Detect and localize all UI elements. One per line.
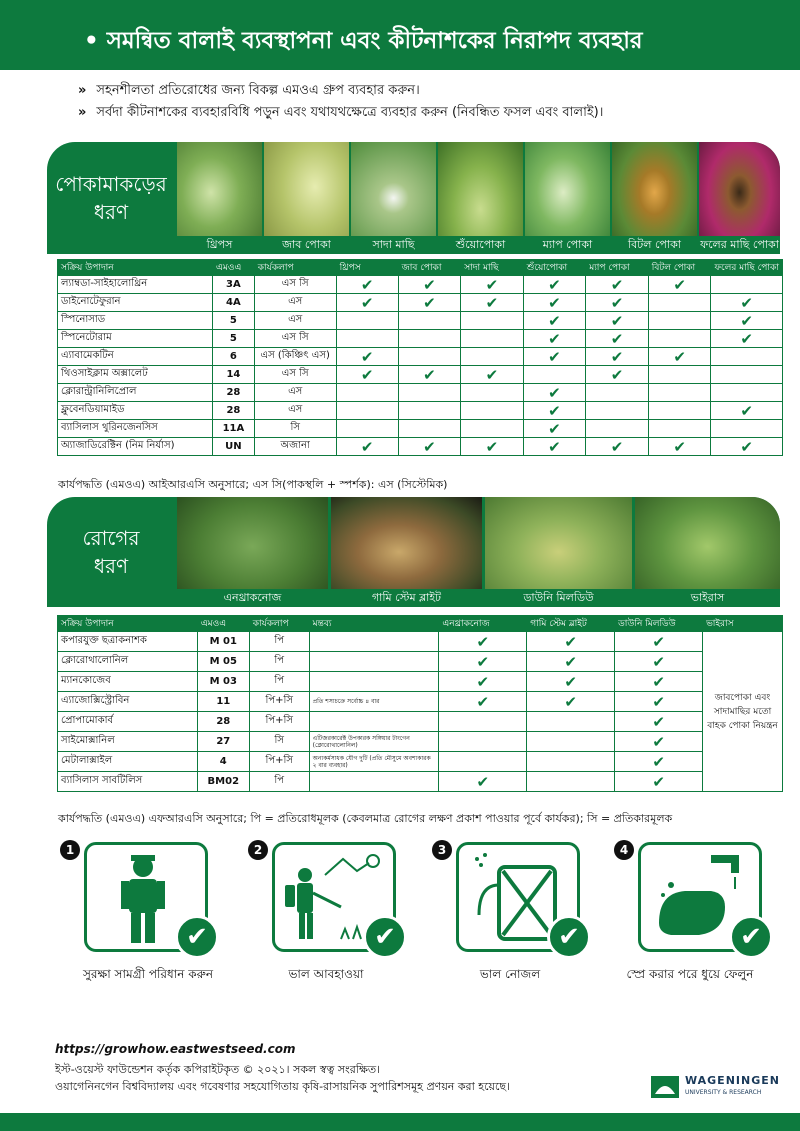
tick-cell	[461, 402, 523, 420]
tick-cell	[336, 438, 398, 456]
check-icon: ✔	[652, 752, 665, 771]
remark: প্রতি শস্যচক্রে সর্বোচ্চ ৪ বার	[309, 692, 439, 712]
tick-cell	[615, 712, 703, 732]
tick-cell	[398, 402, 461, 420]
check-icon: ✔	[175, 915, 219, 959]
tick-cell	[439, 632, 527, 652]
table-row	[58, 402, 783, 420]
check-icon: ✔	[564, 652, 577, 671]
remark: অন্যকর্মসাধক যৌগ দুটি (প্রতি মৌসুমে অবশ্যকারক ২ বার ব্যবহার)	[309, 752, 439, 772]
moa-code: M 05	[197, 652, 249, 672]
check-icon: ✔	[652, 652, 665, 671]
moa-code: 11A	[213, 420, 255, 438]
activity: এস (কিঞ্চিৎ এস)	[254, 348, 336, 366]
disease-table	[57, 615, 783, 792]
tick-cell	[648, 348, 711, 366]
tick-cell	[615, 772, 703, 792]
tick-cell	[648, 384, 711, 402]
tick-cell	[615, 692, 703, 712]
check-icon: ✔	[610, 311, 624, 330]
tick-cell	[711, 420, 783, 438]
tick-cell	[527, 632, 615, 652]
check-icon: ✔	[740, 293, 753, 312]
moa-code: BM02	[197, 772, 249, 792]
tick-cell	[461, 420, 523, 438]
check-icon: ✔	[360, 365, 374, 384]
disease-photo-band	[47, 497, 780, 607]
moa-code: 28	[197, 712, 249, 732]
check-icon: ✔	[423, 275, 436, 294]
table-row	[58, 712, 783, 732]
tick-cell	[711, 366, 783, 384]
remark	[309, 652, 439, 672]
step-number: 2	[248, 840, 268, 860]
active-ingredient: প্রোপামোকার্ব	[58, 712, 198, 732]
activity: পি+সি	[249, 752, 309, 772]
tick-cell	[586, 294, 649, 312]
disease-moa-note: কার্যপদ্ধতি (এমওএ) এফআরএসি অনুসারে; পি = প্রতিরোধমূলক (কেবলমাত্র রোগের লক্ষণ প্রকাশ পাওয়ার পূর্বে কার্যকর); সি = প্রতিকারমূলক	[58, 812, 673, 825]
tick-cell	[336, 348, 398, 366]
activity: অজানা	[254, 438, 336, 456]
moa-code: 6	[213, 348, 255, 366]
caterpillar-photo: শুঁয়োপোকা	[438, 142, 523, 254]
tick-cell	[461, 438, 523, 456]
check-icon: ✔	[652, 692, 665, 711]
tick-cell	[586, 402, 649, 420]
tick-cell	[527, 692, 615, 712]
check-icon: ✔	[476, 632, 490, 651]
activity: পি	[249, 772, 309, 792]
aphid-photo: জাব পোকা	[264, 142, 349, 254]
tick-cell	[439, 652, 527, 672]
tick-cell	[711, 348, 783, 366]
tick-cell	[461, 348, 523, 366]
active-ingredient: ডাইনোটেফুরান	[58, 294, 213, 312]
tick-cell	[711, 330, 783, 348]
tick-cell	[527, 732, 615, 752]
activity: পি	[249, 672, 309, 692]
activity: সি	[254, 420, 336, 438]
step-number: 3	[432, 840, 452, 860]
tick-cell	[439, 772, 527, 792]
tick-cell	[527, 772, 615, 792]
active-ingredient: ম্যানকোজেব	[58, 672, 198, 692]
logo-sub: UNIVERSITY & RESEARCH	[685, 1089, 762, 1096]
whitefly-photo: সাদা মাছি	[351, 142, 436, 254]
tick-cell	[336, 276, 398, 294]
check-icon: ✔	[476, 672, 490, 691]
activity: এস	[254, 402, 336, 420]
tick-cell	[711, 312, 783, 330]
check-icon: ✔	[740, 311, 753, 330]
wageningen-logo-icon	[651, 1074, 679, 1100]
tick-cell	[527, 712, 615, 732]
virus-note: জাবপোকা এবং সাদামাছির মতো বাহক পোকা নিয়ন্ত্রন	[703, 632, 783, 792]
tick-cell	[336, 294, 398, 312]
tick-cell	[398, 312, 461, 330]
moa-code: UN	[213, 438, 255, 456]
moa-code: 4	[197, 752, 249, 772]
step-protective-gear	[62, 842, 222, 962]
remark	[309, 712, 439, 732]
check-icon: ✔	[652, 632, 665, 651]
active-ingredient: থিওসাইক্লাম অক্সালেট	[58, 366, 213, 384]
footer-url[interactable]: https://growhow.eastwestseed.com	[55, 1042, 296, 1056]
active-ingredient: অ্যাজাডিরেক্টিন (নিম নির্যাস)	[58, 438, 213, 456]
active-ingredient: মেটালাক্সাইল	[58, 752, 198, 772]
tick-cell	[523, 276, 586, 294]
table-row	[58, 312, 783, 330]
wageningen-logo	[651, 1072, 791, 1102]
active-ingredient: ল্যাম্বডা-সাইহালোথ্রিন	[58, 276, 213, 294]
tick-cell	[439, 672, 527, 692]
tick-cell	[523, 366, 586, 384]
tick-cell	[586, 384, 649, 402]
page-title: • সমন্বিত বালাই ব্যবস্থাপনা এবং কীটনাশকের নিরাপদ ব্যবহার	[0, 0, 800, 70]
activity: পি	[249, 652, 309, 672]
activity: সি	[249, 732, 309, 752]
moa-code: 27	[197, 732, 249, 752]
check-icon: ✔	[652, 712, 665, 731]
check-icon: ✔	[740, 401, 753, 420]
check-icon: ✔	[360, 347, 374, 366]
tick-cell	[648, 438, 711, 456]
step-number: 1	[60, 840, 80, 860]
footer-credit: ওয়াগেনিনগেন বিশ্ববিদ্যালয় এবং গবেষণার সহযোগিতায় কৃষি-রাসায়নিক সুপারিশসমূহ প্রণয়ন করা হয়েছে।	[55, 1080, 510, 1093]
check-icon: ✔	[652, 732, 665, 751]
table-row	[58, 772, 783, 792]
remark	[309, 632, 439, 652]
step-good-nozzle	[434, 842, 594, 962]
check-icon: ✔	[548, 329, 561, 348]
check-icon: ✔	[360, 275, 374, 294]
beetle-photo: বিটল পোকা	[612, 142, 697, 254]
step-4-label: স্প্রে করার পরে ধুয়ে ফেলুন	[626, 967, 754, 981]
activity: পি+সি	[249, 692, 309, 712]
tick-cell	[523, 330, 586, 348]
footer-copyright: ইস্ট-ওয়েস্ট ফাউন্ডেশন কর্তৃক কপিরাইটকৃত © ২০২১। সকল স্বত্ব সংরক্ষিত।	[55, 1063, 381, 1076]
tick-cell	[439, 732, 527, 752]
check-icon: ✔	[547, 915, 591, 959]
check-icon: ✔	[652, 772, 665, 791]
tick-cell	[527, 752, 615, 772]
active-ingredient: স্পিনেটোরাম	[58, 330, 213, 348]
check-icon: ✔	[548, 275, 561, 294]
active-ingredient: স্পিনোসাড	[58, 312, 213, 330]
check-icon: ✔	[652, 672, 665, 691]
active-ingredient: ক্লোরোথালোনিল	[58, 652, 198, 672]
check-icon: ✔	[610, 365, 624, 384]
moa-code: 28	[213, 384, 255, 402]
gummy-stem-blight-photo: গামি স্টেম ব্লাইট	[331, 497, 482, 607]
check-icon: ✔	[740, 329, 753, 348]
pest-table	[57, 259, 783, 456]
tick-cell	[648, 312, 711, 330]
tick-cell	[398, 438, 461, 456]
tick-cell	[439, 692, 527, 712]
tick-cell	[711, 384, 783, 402]
table-row	[58, 752, 783, 772]
activity: এস	[254, 312, 336, 330]
tick-cell	[586, 276, 649, 294]
activity: এস	[254, 294, 336, 312]
tick-cell	[461, 330, 523, 348]
table-row	[58, 294, 783, 312]
table-row	[58, 366, 783, 384]
tick-cell	[398, 384, 461, 402]
check-icon: ✔	[610, 347, 624, 366]
check-icon: ✔	[485, 437, 499, 456]
tick-cell	[615, 652, 703, 672]
tick-cell	[586, 348, 649, 366]
tick-cell	[336, 366, 398, 384]
tick-cell	[523, 312, 586, 330]
tick-cell	[711, 438, 783, 456]
active-ingredient: ক্লোরান্ট্রানিলিপ্রোল	[58, 384, 213, 402]
check-icon: ✔	[360, 293, 374, 312]
tick-cell	[615, 752, 703, 772]
remark	[309, 672, 439, 692]
check-icon: ✔	[548, 383, 561, 402]
step-1-label: সুরক্ষা সামগ্রী পরিধান করুন	[83, 967, 213, 981]
step-good-weather	[250, 842, 410, 962]
check-icon: ✔	[673, 437, 686, 456]
tick-cell	[586, 438, 649, 456]
step-2-label: ভাল আবহাওয়া	[288, 967, 364, 981]
check-icon: ✔	[564, 632, 577, 651]
tick-cell	[648, 402, 711, 420]
tick-cell	[398, 276, 461, 294]
tick-cell	[711, 276, 783, 294]
tick-cell	[336, 330, 398, 348]
active-ingredient: এ্যাজোক্সিস্ট্রোবিন	[58, 692, 198, 712]
check-icon: ✔	[548, 419, 561, 438]
disease-band-label: রোগের ধরণ	[82, 526, 140, 578]
tick-cell	[527, 672, 615, 692]
active-ingredient: এ্যাবামেকটিন	[58, 348, 213, 366]
tick-cell	[586, 366, 649, 384]
step-number: 4	[614, 840, 634, 860]
tick-cell	[336, 402, 398, 420]
check-icon: ✔	[610, 437, 624, 456]
step-3-label: ভাল নোজল	[479, 967, 541, 981]
leafminer-photo: ম্যাপ পোকা	[525, 142, 610, 254]
tick-cell	[461, 312, 523, 330]
check-icon: ✔	[476, 692, 490, 711]
check-icon: ✔	[363, 915, 407, 959]
tick-cell	[523, 348, 586, 366]
disease-table-header: সক্রিয় উপাদান এমওএ কার্যকলাপ মন্তব্য এনথ্রাকনোজ গামি স্টেম ব্লাইট ডাউনি মিলডিউ ভাইরাস	[58, 616, 783, 632]
tick-cell	[648, 366, 711, 384]
moa-code: 28	[213, 402, 255, 420]
tick-cell	[461, 366, 523, 384]
tick-cell	[648, 276, 711, 294]
tick-cell	[523, 420, 586, 438]
check-icon: ✔	[548, 347, 561, 366]
tick-cell	[586, 420, 649, 438]
tick-cell	[461, 384, 523, 402]
moa-code: M 01	[197, 632, 249, 652]
check-icon: ✔	[548, 437, 561, 456]
activity: এস	[254, 384, 336, 402]
tick-cell	[336, 420, 398, 438]
table-row	[58, 692, 783, 712]
moa-code: 11	[197, 692, 249, 712]
tick-cell	[586, 330, 649, 348]
check-icon: ✔	[564, 672, 577, 691]
moa-code: 3A	[213, 276, 255, 294]
tick-cell	[615, 632, 703, 652]
check-icon: ✔	[673, 347, 686, 366]
thrips-photo: থ্রিপস	[177, 142, 262, 254]
moa-code: 5	[213, 312, 255, 330]
activity: পি+সি	[249, 712, 309, 732]
check-icon: ✔	[476, 772, 490, 791]
active-ingredient: ফ্লুবেনডিয়ামাইড	[58, 402, 213, 420]
pest-table-header: সক্রিয় উপাদান এমওএ কার্যকলাপ থ্রিপস জাব পোকা সাদা মাছি শুঁয়োপোকা ম্যাপ পোকা বিটল পোকা ফলের মাছি পোকা	[58, 260, 783, 276]
activity: পি	[249, 632, 309, 652]
check-icon: ✔	[740, 437, 753, 456]
check-icon: ✔	[423, 437, 436, 456]
activity: এস সি	[254, 366, 336, 384]
tick-cell	[527, 652, 615, 672]
downy-mildew-photo: ডাউনি মিলডিউ	[485, 497, 632, 607]
tick-cell	[439, 752, 527, 772]
check-icon: ✔	[610, 329, 624, 348]
check-icon: ✔	[423, 293, 436, 312]
tick-cell	[711, 402, 783, 420]
check-icon: ✔	[610, 275, 624, 294]
active-ingredient: ব্যাসিলাস সাবটিলিস	[58, 772, 198, 792]
tick-cell	[648, 294, 711, 312]
bullet-2: » সর্বদা কীটনাশকের ব্যবহারবিধি পড়ুন এবং যথাযথক্ষেত্রে ব্যবহার করুন (নিবন্ধিত ফসল এবং বালাই)।	[78, 105, 604, 120]
pest-band-label: পোকামাকড়ের ধরণ	[55, 172, 167, 224]
check-icon: ✔	[564, 692, 577, 711]
tick-cell	[648, 330, 711, 348]
tick-cell	[398, 348, 461, 366]
tick-cell	[523, 294, 586, 312]
check-icon: ✔	[548, 401, 561, 420]
moa-code: M 03	[197, 672, 249, 692]
check-icon: ✔	[485, 365, 499, 384]
tick-cell	[523, 438, 586, 456]
tick-cell	[648, 420, 711, 438]
activity: এস সি	[254, 330, 336, 348]
tick-cell	[586, 312, 649, 330]
anthracnose-photo: এনথ্রাকনোজ	[177, 497, 328, 607]
step-wash-after-spraying	[616, 842, 776, 962]
active-ingredient: কপারযুক্ত ছত্রাকনাশক	[58, 632, 198, 652]
tick-cell	[523, 402, 586, 420]
check-icon: ✔	[729, 915, 773, 959]
tick-cell	[461, 276, 523, 294]
check-icon: ✔	[476, 652, 490, 671]
check-icon: ✔	[548, 311, 561, 330]
logo-name: WAGENINGEN	[685, 1074, 780, 1087]
check-icon: ✔	[610, 293, 624, 312]
check-icon: ✔	[485, 293, 499, 312]
tick-cell	[336, 312, 398, 330]
pest-photo-band	[47, 142, 780, 254]
remark: এটিজরকারেক্ট উপকারক সঙ্গিয়ার টাংগেন (ক্লোরোথালোনিল)	[309, 732, 439, 752]
table-row	[58, 732, 783, 752]
bullet-1: » সহনশীলতা প্রতিরোধের জন্য বিকল্প এমওএ গ্রুপ ব্যবহার করুন।	[78, 83, 420, 98]
table-row	[58, 348, 783, 366]
moa-code: 5	[213, 330, 255, 348]
tick-cell	[439, 712, 527, 732]
check-icon: ✔	[360, 437, 374, 456]
check-icon: ✔	[423, 365, 436, 384]
check-icon: ✔	[548, 293, 561, 312]
active-ingredient: ব্যাসিলাস থুরিনজেনসিস	[58, 420, 213, 438]
tick-cell	[336, 384, 398, 402]
tick-cell	[615, 732, 703, 752]
tick-cell	[711, 294, 783, 312]
fruitfly-photo: ফলের মাছি পোকা	[699, 142, 780, 254]
moa-code: 4A	[213, 294, 255, 312]
table-row	[58, 420, 783, 438]
tick-cell	[461, 294, 523, 312]
tick-cell	[398, 294, 461, 312]
table-row	[58, 632, 783, 652]
active-ingredient: সাইমোক্সানিল	[58, 732, 198, 752]
virus-photo: ভাইরাস	[635, 497, 780, 607]
check-icon: ✔	[485, 275, 499, 294]
pest-moa-note: কার্যপদ্ধতি (এমওএ) আইআরএসি অনুসারে; এস সি(পাকস্থলি + স্পর্শক): এস (সিস্টেমিক)	[58, 478, 448, 491]
tick-cell	[398, 420, 461, 438]
check-icon: ✔	[673, 275, 686, 294]
moa-code: 14	[213, 366, 255, 384]
tick-cell	[398, 330, 461, 348]
table-row	[58, 330, 783, 348]
table-row	[58, 276, 783, 294]
bottom-bar	[0, 1113, 800, 1131]
table-row	[58, 672, 783, 692]
tick-cell	[398, 366, 461, 384]
remark	[309, 772, 439, 792]
tick-cell	[523, 384, 586, 402]
tick-cell	[615, 672, 703, 692]
table-row	[58, 438, 783, 456]
activity: এস সি	[254, 276, 336, 294]
table-row	[58, 384, 783, 402]
table-row	[58, 652, 783, 672]
